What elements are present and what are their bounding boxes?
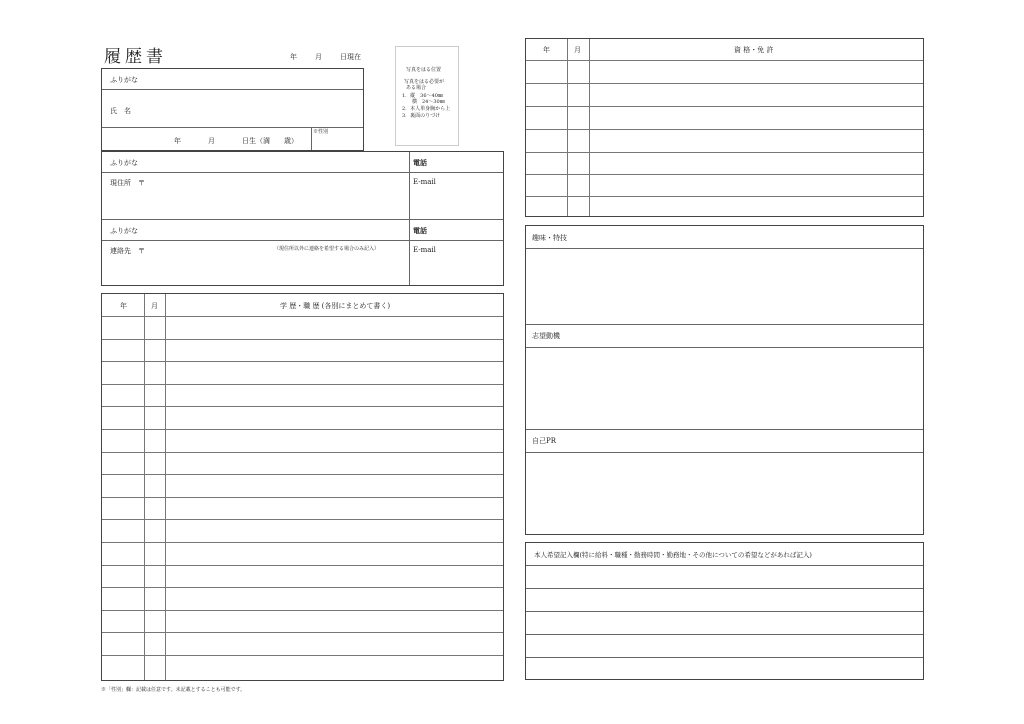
licenses-content-header: 資 格・免 許 — [734, 46, 774, 54]
date-suffix-label: 日現在 — [340, 53, 361, 61]
date-year-label: 年 — [290, 53, 297, 61]
photo-box — [395, 46, 459, 146]
licenses-table — [525, 38, 924, 217]
contact-note: （現住所以外に連絡を希望する場合のみ記入） — [274, 246, 380, 252]
contact-phone-label: 電話 — [413, 226, 427, 235]
hobbies-label: 趣味・特技 — [532, 234, 567, 242]
history-content-header: 学 歴・職 歴 (各別にまとめて書く) — [280, 302, 391, 310]
gender-label: ※性別 — [313, 129, 329, 135]
history-year-header: 年 — [120, 302, 127, 310]
contact-label: 連絡先 〒 — [110, 247, 145, 255]
motivation-label: 志望動機 — [532, 332, 560, 340]
photo-line-4: 横 24～30㎜ — [402, 99, 445, 105]
name-block — [101, 68, 364, 151]
address-email-label: E-mail — [413, 178, 436, 186]
wishes-label: 本人希望記入欄(特に給料・職種・勤務時間・勤務地・その他についての希望などがあれば記入) — [534, 551, 812, 559]
name-label: 氏 名 — [110, 107, 131, 115]
photo-line-5: 2．本人単身胸から上 — [402, 106, 451, 112]
address-furigana-label: ふりがな — [110, 159, 138, 167]
footnote: ※「性別」欄：記載は任意です。未記載とすることも可能です。 — [101, 687, 246, 693]
date-month-label: 月 — [315, 53, 322, 61]
licenses-month-header: 月 — [574, 46, 581, 54]
history-table — [101, 293, 504, 681]
address-phone-label: 電話 — [413, 158, 427, 167]
address-current-label: 現住所 〒 — [110, 179, 145, 187]
history-month-header: 月 — [151, 302, 158, 310]
birth-month-label: 月 — [208, 137, 215, 145]
wishes-block — [525, 542, 924, 680]
photo-line-6: 3．裏面のりづけ — [402, 113, 441, 119]
licenses-year-header: 年 — [543, 46, 550, 54]
photo-title: 写真をはる位置 — [406, 67, 442, 73]
hobbies-motivation-pr-block — [525, 225, 924, 535]
pr-label: 自己PR — [532, 437, 556, 445]
page-title: 履歴書 — [104, 47, 167, 67]
birth-suffix-label: 日生（満 歳） — [242, 137, 298, 145]
contact-furigana-label: ふりがな — [110, 227, 138, 235]
photo-line-2: ある場合 — [406, 85, 427, 91]
birth-year-label: 年 — [174, 137, 181, 145]
name-furigana-label: ふりがな — [110, 76, 138, 84]
address-block — [101, 151, 504, 286]
photo-line-1: 写真をはる必要が — [404, 79, 445, 85]
contact-email-label: E-mail — [413, 246, 436, 254]
photo-line-3: 1．縦 36～40㎜ — [402, 93, 443, 99]
